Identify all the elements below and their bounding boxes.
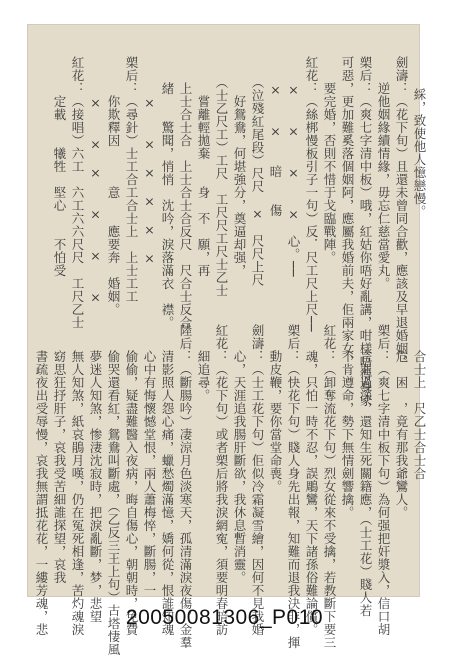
text-column: 魂，只怕一時不忍，誤鵰鸞，天下諸孫俗難論償。 [304,324,319,636]
text-column: × × 暗 傷 [268,56,283,217]
text-column: 偷哭還看紅，鴛鴦叫斷處，（乙反三王上句）古塔悽風 [106,324,121,656]
text-column: 嘗離輕拋棄 身 不 願，再 [196,56,211,277]
text-column: 上士合士合 上士合士合反尺 尺合士反合 [178,56,193,329]
text-column: 不肯遵命，勢下無情劍響擒。 [340,324,355,519]
text-column: 偷偷，疑盡難醫入夜病，晦自傷心，朝朝時，免費 [124,324,139,636]
text-column: × × × × × × [142,56,157,266]
text-column: 動皮鞭，要你當堂命喪。 [268,324,283,493]
text-column: （士乙尺工）工尺 工尺尺工尺士乙士 [214,56,229,297]
text-column: 定載 犧牲 堅心 不怕受 [52,56,67,277]
text-column: 窈思狂抒肝子，哀我受苦細誰探望，哀我 [52,324,67,584]
text-column: 緒 驚聞，悄悄 沈吟，淚落滿衣 襟。 [160,56,175,329]
text-column: 紅花：（花下句）或者槊后將我淚網寃，須要明春暗訪 [214,324,229,636]
text-column: 夢迷人知煞，惨淒沈寂時，把淚亂斷，梦，悲望 [88,324,103,623]
text-column: 無人知煞，紙哀鵑月嘆，仍在冤死相逢，苦灼魂淚 [70,324,85,636]
text-column: 逆他姻緣續情緣，毋忘仁慈當愛丸。 [376,56,391,290]
text-column: × × × × × × [88,56,103,305]
text-column: 合士上 尺乙士合士合 [412,324,427,480]
text-column: 細追尋。 [196,324,211,402]
text-column: 槊后：（尋針）士工合工合士上 上士工工 [124,56,139,303]
text-column: 心中有悔懷憾堂恨，兩人蕭梅悴，斷腸，一 [142,324,157,597]
text-column: 危 困 ，竟有那我爺鸞人。 [394,324,409,519]
text-column: 言罪過深，還知生死關籍應，（士工花）賤人若 [358,324,373,617]
text-column: （泣殘紅尾段）尺尺 × 尺尺上尺 [250,56,265,287]
text-column: 好鴛鴦，何堪強分，奠逼却强， [232,56,247,277]
text-column: 可惡，更加難奚落個姻阿，應屬我婚前夫，佢兩家女， [340,56,355,368]
text-column: 槊后：（爽七字清中板）哦，紅姑你唔好亂講，咁樣唔得身家 [358,56,373,407]
text-column: 要完婚，否則不惜于戈臨戰陣。 [322,56,337,264]
text-column: 心，天涯追我腸肝斷欲，我休息暫消靈。 [232,324,247,584]
text-column: 紅花：（卸奪流花下句）烈女從來不受擒，若教斷下要三 [322,324,337,649]
text-column: 你欺釋因 意 應要奔 婚姻。 [106,56,121,316]
text-column: 書疏夜出受辱慢，哀我無謂抵花花，一縷芳魂，悲 [34,324,49,636]
text-column: 綵，致使他人憶戀慢。 [412,88,427,218]
text-column: 槊后：（爽七字清中板下句）為何强把奸漿入，信口胡 [376,324,391,636]
text-column: 紅花：（絲梆慢板引子一句）反．尺工尺上尺── [304,56,319,333]
text-column: 陸后：（斷腸吟）凄涼月色淡寒天，孤清滿淚夜傷，金羣 [178,324,193,649]
text-column: 劍濤：（花下旬）且還未曾同合歡，應該及早退婚姻， [394,56,409,368]
text-column: 清影照人怨心痛，蠟愁燭滿憶，嬌何從，恨誰知魂 [160,324,175,636]
text-column: 槊后：（快花下句）賤人身先出報，知難而退我決非，揮 [286,324,301,649]
image-id-caption: 20050081306_P010 [125,606,324,629]
text-column: 紅花：（接唱）六工 六工六六尺尺 工尺乙士 [70,56,85,329]
text-column: × × × × 心。── [286,56,301,278]
text-column: 劍濤：（士工花下句）佢似冷霜凝雪繪，因何不見我婚 [250,324,265,636]
